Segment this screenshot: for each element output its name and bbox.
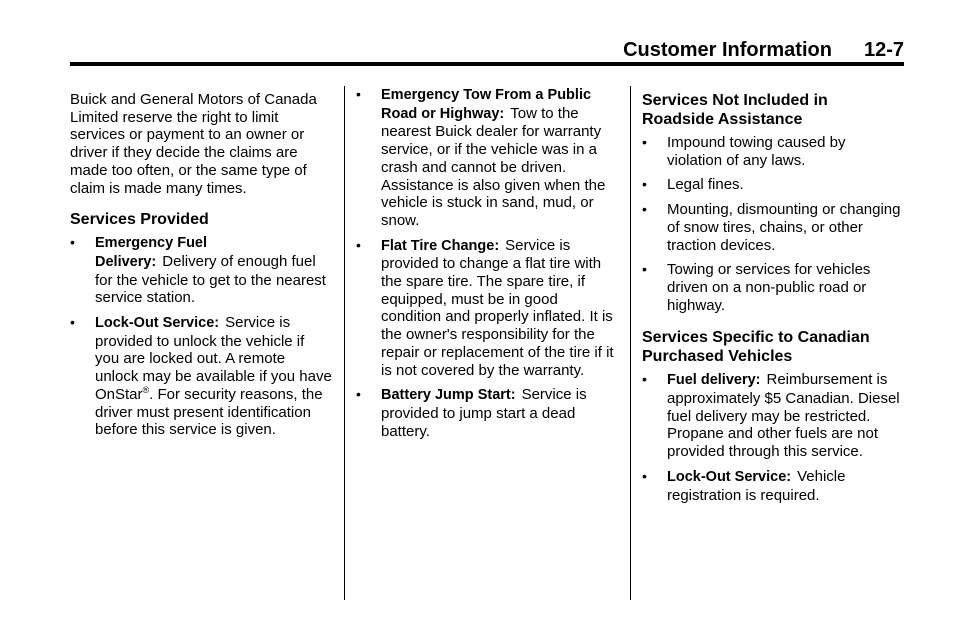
item-text: Service is provided to change a flat tire with the spare tire. The spare tire, if equipped, must be in good condition and properly inflated. It is the owner's responsibility for the repair or replacement of the tire if it is not covered by the warranty. (381, 236, 614, 379)
not-included-heading: Services Not Included in Roadside Assistance (642, 92, 828, 128)
intro-paragraph: Buick and General Motors of Canada Limited reserve the right to limit services or payment to an owner or driver if they decide the claims are made too often, or the same type of claim is made many times. (70, 91, 317, 197)
item-term: Emergency Fuel Delivery: (95, 235, 208, 270)
list-item (356, 237, 618, 380)
item-text: Delivery of enough fuel for the vehicle to get to the nearest service station. (95, 252, 326, 307)
item-term: Lock-Out Service: (95, 315, 220, 332)
bullet: • (642, 467, 647, 484)
list-item (642, 176, 904, 194)
page-number: 12-7 (863, 39, 904, 61)
list-item (356, 86, 618, 230)
item-term: Fuel delivery: (667, 372, 761, 389)
item-text: Mounting, dismounting or changing of snow tires, chains, or other traction devices. (667, 201, 901, 254)
list-item (642, 371, 904, 461)
bullet: • (70, 314, 75, 331)
services-provided-list (70, 234, 332, 439)
bullet: • (70, 234, 75, 251)
bullet: • (642, 201, 647, 218)
page-header (70, 38, 904, 62)
not-included-list (642, 134, 904, 314)
canadian-list (642, 371, 904, 504)
bullet: • (356, 86, 361, 102)
item-text: Vehicle registration is required. (667, 467, 846, 504)
item-term: Flat Tire Change: (381, 237, 500, 254)
column-divider-1 (344, 86, 345, 600)
list-item (642, 261, 904, 314)
bullet: • (356, 236, 361, 253)
item-text: Service is provided to jump start a dead battery. (381, 386, 587, 440)
bullet: • (642, 176, 647, 193)
item-text-cont: . For security reasons, the driver must present identification before this service is given. (95, 385, 323, 439)
item-text: Reimbursement is approximately $5 Canadian. Diesel fuel delivery may be restricted. Propane and other fuels are not provided through this service. (667, 371, 900, 461)
item-text: Service is provided to unlock the vehicle if you are locked out. A remote unlock may be available if you have OnStar (95, 314, 332, 403)
item-text: Impound towing caused by violation of any laws. (667, 134, 846, 169)
canadian-heading: Services Specific to Canadian Purchased Vehicles (642, 329, 870, 366)
column-1 (70, 91, 332, 446)
bullet: • (356, 386, 361, 403)
item-term: Battery Jump Start: (381, 387, 516, 404)
list-item (70, 314, 332, 439)
list-item (356, 386, 618, 440)
item-text: Legal fines. (667, 176, 744, 194)
header-rule (70, 62, 904, 66)
item-term: Lock-Out Service: (667, 468, 792, 485)
item-text: Tow to the nearest Buick dealer for warranty service, or if the vehicle was in a crash and cannot be driven. Assistance is also given when the vehicle is stuck in sand, mud, or snow. (381, 104, 606, 229)
list-item (642, 134, 904, 169)
services-list-cont (356, 86, 618, 440)
column-3 (642, 91, 904, 511)
bullet: • (642, 134, 647, 150)
list-item (642, 468, 904, 504)
services-provided-heading: Services Provided (70, 211, 209, 229)
item-text: Towing or services for vehicles driven on a non-public road or highway. (667, 261, 871, 314)
bullet: • (642, 371, 647, 388)
item-term: Emergency Tow From a Public Road or Highway: (381, 87, 592, 122)
bullet: • (642, 261, 647, 278)
section-title: Customer Information (623, 39, 832, 61)
column-divider-2 (630, 86, 631, 600)
list-item (70, 234, 332, 307)
column-2 (356, 86, 618, 447)
list-item (642, 201, 904, 254)
registered-mark: ® (142, 384, 150, 395)
